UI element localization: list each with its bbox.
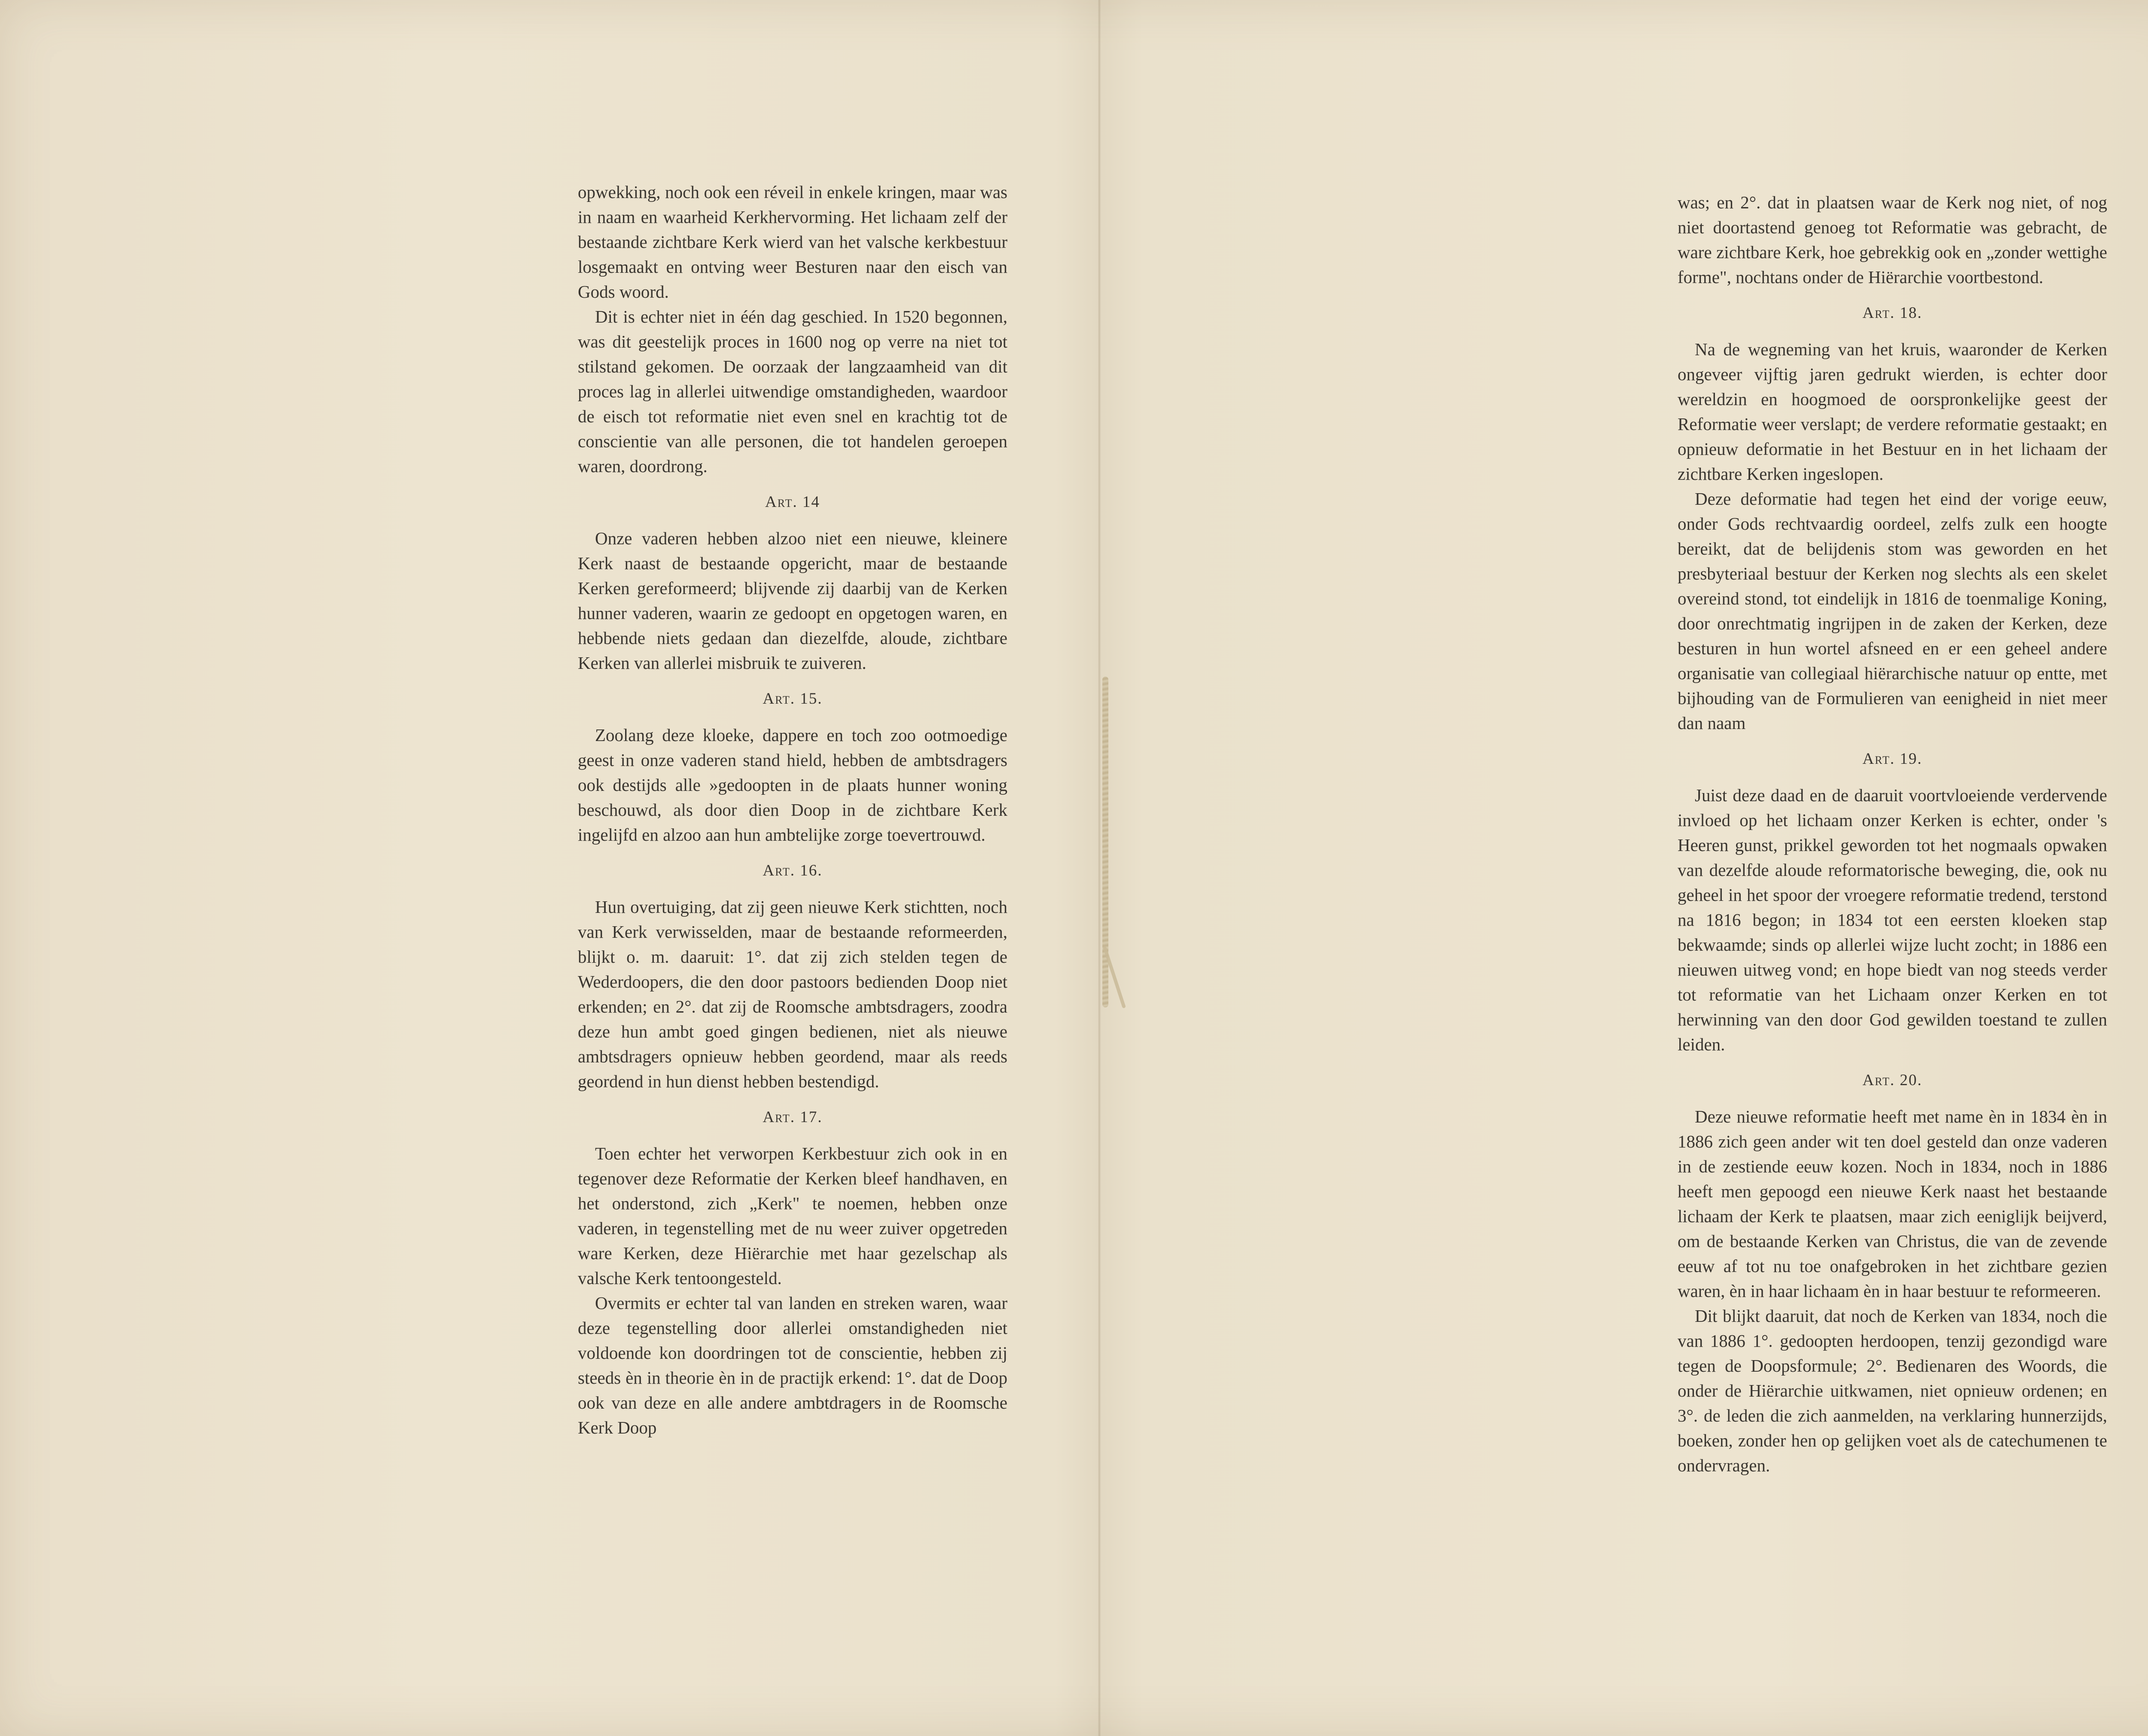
paragraph: Zoolang deze kloeke, dappere en toch zoo ootmoedige geest in onze vaderen stand hield, hebben de ambtsdragers ook destijds alle »gedoopten in de plaats hunner woning beschouwd, als door dien Doop in de zichtbare Kerk ingelijfd en alzoo aan hun ambtelijke zorge toevertrouwd.	[578, 725, 1007, 845]
article-heading: Art. 14	[765, 493, 820, 511]
center-fold	[1098, 0, 1101, 1736]
paragraph: Juist deze daad en de daaruit voortvloeiende verdervende invloed op het lichaam onzer Kerken is echter, onder 's Heeren gunst, prikkel geworden tot het nogmaals opwaken van dezelfde aloude reformatorische beweging, die, ook nu geheel in het spoor der vroegere reformatie tredend, terstond na 1816 begon; in 1834 tot een eersten kloeken stap bekwaamde; sinds op allerlei wijze lucht zocht; in 1886 een nieuwen uitweg vond; en hope biedt van nog steeds verder tot reformatie van het Lichaam onzer Kerken en tot herwinning van den door God gewilden toestand te zullen leiden.	[1678, 785, 2107, 1054]
paragraph: Hun overtuiging, dat zij geen nieuwe Kerk stichtten, noch van Kerk verwisselden, maar de bestaande reformeerden, blijkt o. m. daaruit: 1°. dat zij zich stelden tegen de Wederdoopers, die den door pastoors bedienden Doop niet erkenden; en 2°. dat zij de Roomsche ambtsdragers, zoodra deze hun ambt goed gingen bedienen, niet als nieuwe ambtsdragers opnieuw hebben geordend, maar als reeds geordend in hun dienst hebben bestendigd.	[578, 897, 1007, 1091]
right-page-column	[1678, 190, 2107, 1478]
paragraph: Toen echter het verworpen Kerkbestuur zich ook in en tegenover deze Reformatie der Kerken bleef handhaven, en het onderstond, zich „Kerk" te noemen, hebben onze vaderen, in tegenstelling met de nu weer zuiver opgetreden ware Kerken, deze Hiërarchie met haar gezelschap als valsche Kerk tentoongesteld.	[578, 1144, 1007, 1288]
paragraph: Dit is echter niet in één dag geschied. In 1520 begonnen, was dit geestelijk proces in 1600 nog op verre na niet tot stilstand gekomen. De oorzaak der langzaamheid van dit proces lag in allerlei uitwendige omstandigheden, waardoor de eisch tot reformatie niet even snel en krachtig tot de conscientie van alle personen, die tot handelen geroepen waren, doordrong.	[578, 307, 1007, 476]
paragraph: Deze nieuwe reformatie heeft met name èn in 1834 èn in 1886 zich geen ander wit ten doel gesteld dan onze vaderen in de zestiende eeuw kozen. Noch in 1834, noch in 1886 heeft men gepoogd een nieuwe Kerk naast het bestaande lichaam der Kerk te plaatsen, maar zich eeniglijk beijverd, om de bestaande Kerken van Christus, die van de zevende eeuw af tot nu toe onafgebroken in het zichtbare gezien waren, èn in haar lichaam èn in haar bestuur te reformeeren.	[1678, 1107, 2107, 1301]
article-heading: Art. 20.	[1862, 1071, 1922, 1089]
article-heading: Art. 17.	[763, 1108, 823, 1126]
paragraph: opwekking, noch ook een réveil in enkele kringen, maar was in naam en waarheid Kerkhervorming. Het lichaam zelf der bestaande zichtbare Kerk wierd van het valsche kerkbestuur losgemaakt en ontving weer Besturen naar den eisch van Gods woord.	[578, 182, 1007, 302]
article-heading: Art. 19.	[1862, 750, 1922, 768]
article-heading: Art. 16.	[763, 862, 823, 879]
paragraph: was; en 2°. dat in plaatsen waar de Kerk nog niet, of nog niet doortastend genoeg tot Reformatie was gebracht, de ware zichtbare Kerk, hoe gebrekkig ook en „zonder wettighe forme", nochtans onder de Hiërarchie voortbestond.	[1678, 192, 2107, 287]
paragraph: Deze deformatie had tegen het eind der vorige eeuw, onder Gods rechtvaardig oordeel, zelfs zulk een hoogte bereikt, dat de belijdenis stom was geworden en het presbyteriaal bestuur der Kerken nog slechts als een skelet overeind stond, tot eindelijk in 1816 de toenmalige Koning, door onrechtmatig ingrijpen in de zaken der Kerken, deze besturen in hun wortel afsneed en er een geheel andere organisatie van collegiaal hiërarchische natuur op entte, met bijhouding van de Formulieren van eenigheid in niet meer dan naam	[1678, 489, 2107, 733]
paragraph: Dit blijkt daaruit, dat noch de Kerken van 1834, noch die van 1886 1°. gedoopten herdoopen, tenzij gezondigd ware tegen de Doopsformule; 2°. Bedienaren des Woords, die onder de Hiërarchie uitkwamen, niet opnieuw ordenen; en 3°. de leden die zich aanmelden, na verklaring hunnerzijds, boeken, zonder hen op gelijken voet als de catechumenen te ondervragen.	[1678, 1306, 2107, 1475]
article-heading: Art. 15.	[763, 690, 823, 708]
left-page-column	[578, 180, 1007, 1440]
article-heading: Art. 18.	[1862, 304, 1922, 322]
paragraph: Onze vaderen hebben alzoo niet een nieuwe, kleinere Kerk naast de bestaande opgericht, maar de bestaande Kerken gereformeerd; blijvende zij daarbij van de Kerken hunner vaderen, waarin ze gedoopt en opgetogen waren, en hebbende niets gedaan dan diezelfde, aloude, zichtbare Kerken van allerlei misbruik te zuiveren.	[578, 528, 1007, 673]
paragraph: Overmits er echter tal van landen en streken waren, waar deze tegenstelling door allerlei omstandigheden niet voldoende kon doordringen tot de conscientie, hebben zij steeds èn in theorie èn in de practijk erkend: 1°. dat de Doop ook van deze en alle andere ambtdragers in de Roomsche Kerk Doop	[578, 1293, 1007, 1437]
paragraph: Na de wegneming van het kruis, waaronder de Kerken ongeveer vijftig jaren gedrukt wierden, is echter door wereldzin en hoogmoed de oorspronkelijke geest der Reformatie weer verslapt; de verdere reformatie gestaakt; en opnieuw deformatie in het Bestuur en in het lichaam der zichtbare Kerken ingeslopen.	[1678, 339, 2107, 484]
